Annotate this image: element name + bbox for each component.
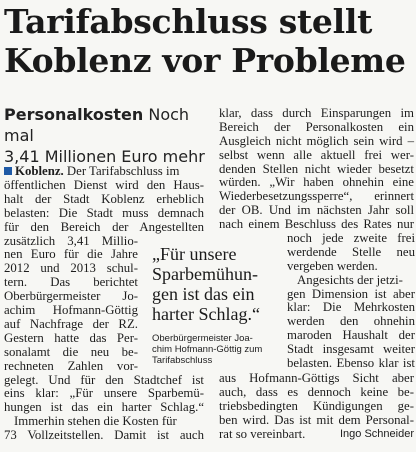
column-2-line: noch jede zweite frei — [287, 231, 415, 245]
column-1-line: tern. Das berichtet — [4, 275, 138, 290]
headline-line-1: Tarifabschluss stellt — [4, 2, 373, 41]
column-2-line: auch, dass es dennoch keine be- — [219, 384, 414, 399]
pull-quote — [152, 244, 284, 324]
pull-quote-line: Sparbemühun- — [152, 264, 258, 284]
column-1-line: nen Euro für die Jahre — [4, 247, 138, 262]
column-2-line: belasten. Ebenso klar ist — [287, 356, 415, 371]
column-1-line: Koblenz. Der Tarifabschluss im — [4, 165, 204, 179]
column-2-line: Wiederbesetzungssperre“, erinnert — [219, 189, 414, 204]
article-subheadline — [4, 104, 214, 167]
column-1-line: Oberbürgermeister Jo- — [4, 289, 138, 304]
column-1-line: sonalamt die neu be- — [4, 344, 138, 359]
column-1-line: achim Hofmann-Göttig — [4, 302, 138, 317]
column-2-line: nach einem Beschluss des Rates nur — [219, 217, 414, 232]
column-2-line: klar, dass durch Einsparungen im — [219, 106, 414, 120]
attribution-line: chim Hofmann-Göttig zum — [152, 344, 263, 355]
column-2-line: triebsbedingten Kündigungen ge- — [219, 398, 414, 413]
column-1-line: halt der Stadt Koblenz erheblich — [4, 191, 204, 206]
column-2-line: gen Dimension ist aber — [287, 286, 415, 301]
column-1-line: 2012 und 2013 schul- — [4, 261, 138, 276]
column-2-line: rat so vereinbart. — [219, 426, 306, 441]
section-marker-icon — [4, 167, 12, 175]
column-2-line: klar: Die Mehrkosten — [287, 300, 415, 315]
pull-quote-line: gen ist das ein — [152, 284, 255, 304]
column-2-line: Bereich der Personalkosten ein — [219, 119, 414, 134]
column-1-line: Immerhin stehen die Kosten für — [14, 414, 177, 429]
column-2-line: werdende Stelle neu — [287, 244, 415, 259]
column-2-narrow — [287, 232, 415, 371]
column-1-line: auf Nachfrage der RZ. — [4, 316, 138, 331]
column-1-line: Gestern hatte das Per- — [4, 330, 138, 345]
headline-line-2: Koblenz vor Probleme — [4, 41, 406, 80]
column-1-top — [4, 165, 204, 234]
column-1-line: öffentlichen Dienst wird den Haus- — [4, 177, 204, 192]
column-1-line: hungen ist das ein harter Schlag.“ — [4, 400, 204, 415]
column-1-narrow — [4, 235, 138, 374]
column-2-line: werden den ohnehin — [287, 314, 415, 329]
column-2-line: maroden Haushalt der — [287, 328, 415, 343]
column-1-line: belasten: Die Stadt muss demnach — [4, 205, 204, 220]
column-2-line: aus Hofmann-Göttigs Sicht aber — [219, 371, 414, 385]
column-2-line: denden Stellen nicht wieder besetzt — [219, 161, 414, 176]
dateline: Koblenz. — [15, 164, 64, 178]
pull-quote-attribution — [152, 333, 288, 366]
column-2-line: selbst wenn alle aktuell frei wer- — [219, 147, 414, 162]
column-2-line: würden. „Wir haben ohnehin eine — [219, 175, 414, 190]
column-1-line: zusätzlich 3,41 Millio- — [4, 233, 138, 248]
column-1-line: gelegt. Und für den Stadtchef ist — [4, 372, 204, 387]
column-2-line: der OB. Und im nächsten Jahr soll — [219, 203, 414, 218]
column-2-line: Stadt insgesamt weiter — [287, 342, 415, 357]
column-1-line: rechneten Zahlen vor- — [4, 358, 138, 373]
attribution-line: Oberbürgermeister Joa- — [152, 333, 253, 344]
article-author: Ingo Schneider — [340, 427, 414, 440]
column-2-line: ben wird. Das ist mit dem Personal- — [219, 412, 414, 427]
subheadline-label: Personalkosten — [4, 105, 144, 124]
subheadline-text-1: Noch mal — [4, 105, 190, 145]
column-1-line: 73 Vollzeitstellen. Damit ist auch — [4, 428, 204, 443]
column-1-bottom — [4, 374, 204, 443]
pull-quote-line: „Für unsere — [152, 244, 237, 264]
column-2-line: vergeben werden. — [287, 258, 378, 273]
column-2-line: Ausgleich nicht möglich sein wird – — [219, 133, 414, 148]
subheadline-text-2: 3,41 Millionen Euro mehr — [4, 147, 205, 166]
pull-quote-line: harter Schlag.“ — [152, 304, 260, 324]
column-1-line: eins klar: „Für unsere Sparbemü- — [4, 386, 204, 401]
column-2-bottom — [219, 372, 414, 441]
article-headline — [4, 2, 414, 80]
column-2-top — [219, 107, 414, 232]
column-1-line: für den Bereich der Angestellten — [4, 219, 204, 234]
column-2-line: Angesichts der jetzi- — [297, 272, 403, 287]
column-2-last-line — [219, 428, 414, 442]
attribution-line: Tarifabschluss — [152, 355, 213, 366]
